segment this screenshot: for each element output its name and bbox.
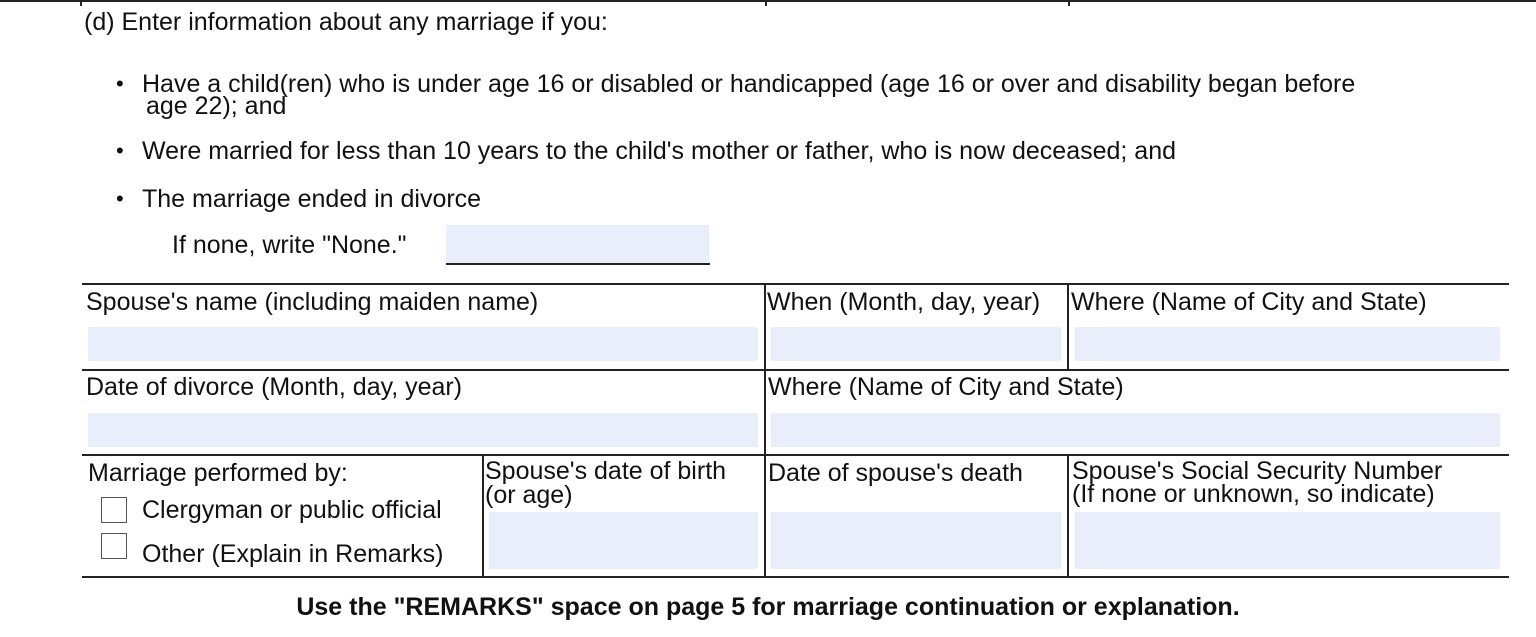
dob-input[interactable] [489,512,758,569]
none-underline [446,263,710,265]
table-rule-row2 [82,369,1509,371]
dob-label-line1: Spouse's date of birth [485,457,727,485]
death-label: Date of spouse's death [768,459,1023,487]
where-label: Where (Name of City and State) [1071,288,1427,316]
ssn-label-line2: (If none or unknown, so indicate) [1072,480,1435,508]
bullet-1-line2: age 22); and [146,92,287,120]
table-rule-bottom [82,576,1509,578]
bullet-2-text: Were married for less than 10 years to the child's mother or father, who is now deceased; and [142,137,1177,165]
dob-label-line2: (or age) [485,481,573,509]
footer-note: Use the "REMARKS" space on page 5 for marriage continuation or explanation. [296,593,1240,621]
top-rule [0,0,1536,2]
when-input[interactable] [771,327,1061,361]
bullet-3-text: The marriage ended in divorce [142,185,482,213]
none-input[interactable] [446,225,709,263]
other-checkbox[interactable] [101,533,127,559]
bullet-icon: • [116,138,124,163]
col-divider-where [1067,284,1069,370]
col-divider-dob [482,455,484,577]
divorce-where-input[interactable] [771,413,1500,447]
col-divider-ssn [1067,455,1069,577]
divorce-date-label: Date of divorce (Month, day, year) [86,373,463,401]
performed-by-label: Marriage performed by: [88,459,348,487]
when-label: When (Month, day, year) [767,288,1041,316]
divorce-where-label: Where (Name of City and State) [768,373,1124,401]
table-rule-row3 [82,454,1509,456]
col-divider-when [764,284,766,577]
where-input[interactable] [1075,327,1500,361]
death-input[interactable] [771,512,1061,569]
top-divider-2 [765,0,767,6]
other-option-label: Other (Explain in Remarks) [142,540,444,568]
section-intro: (d) Enter information about any marriage if you: [84,8,608,36]
top-divider-3 [1068,0,1070,6]
clergy-option-label: Clergyman or public official [142,496,442,524]
spouse-name-input[interactable] [88,327,758,361]
table-rule-top [82,283,1509,285]
none-prompt: If none, write "None." [172,231,407,259]
clergy-checkbox[interactable] [101,497,127,523]
bullet-icon: • [116,71,124,96]
bullet-1-line1: Have a child(ren) who is under age 16 or disabled or handicapped (age 16 or over and disability began before [142,70,1356,98]
ssn-label-line1: Spouse's Social Security Number [1072,457,1443,485]
divorce-date-input[interactable] [88,413,758,447]
spouse-name-label: Spouse's name (including maiden name) [86,288,539,316]
bullet-icon: • [116,186,124,211]
top-divider-1 [80,0,82,6]
ssn-input[interactable] [1075,512,1500,569]
